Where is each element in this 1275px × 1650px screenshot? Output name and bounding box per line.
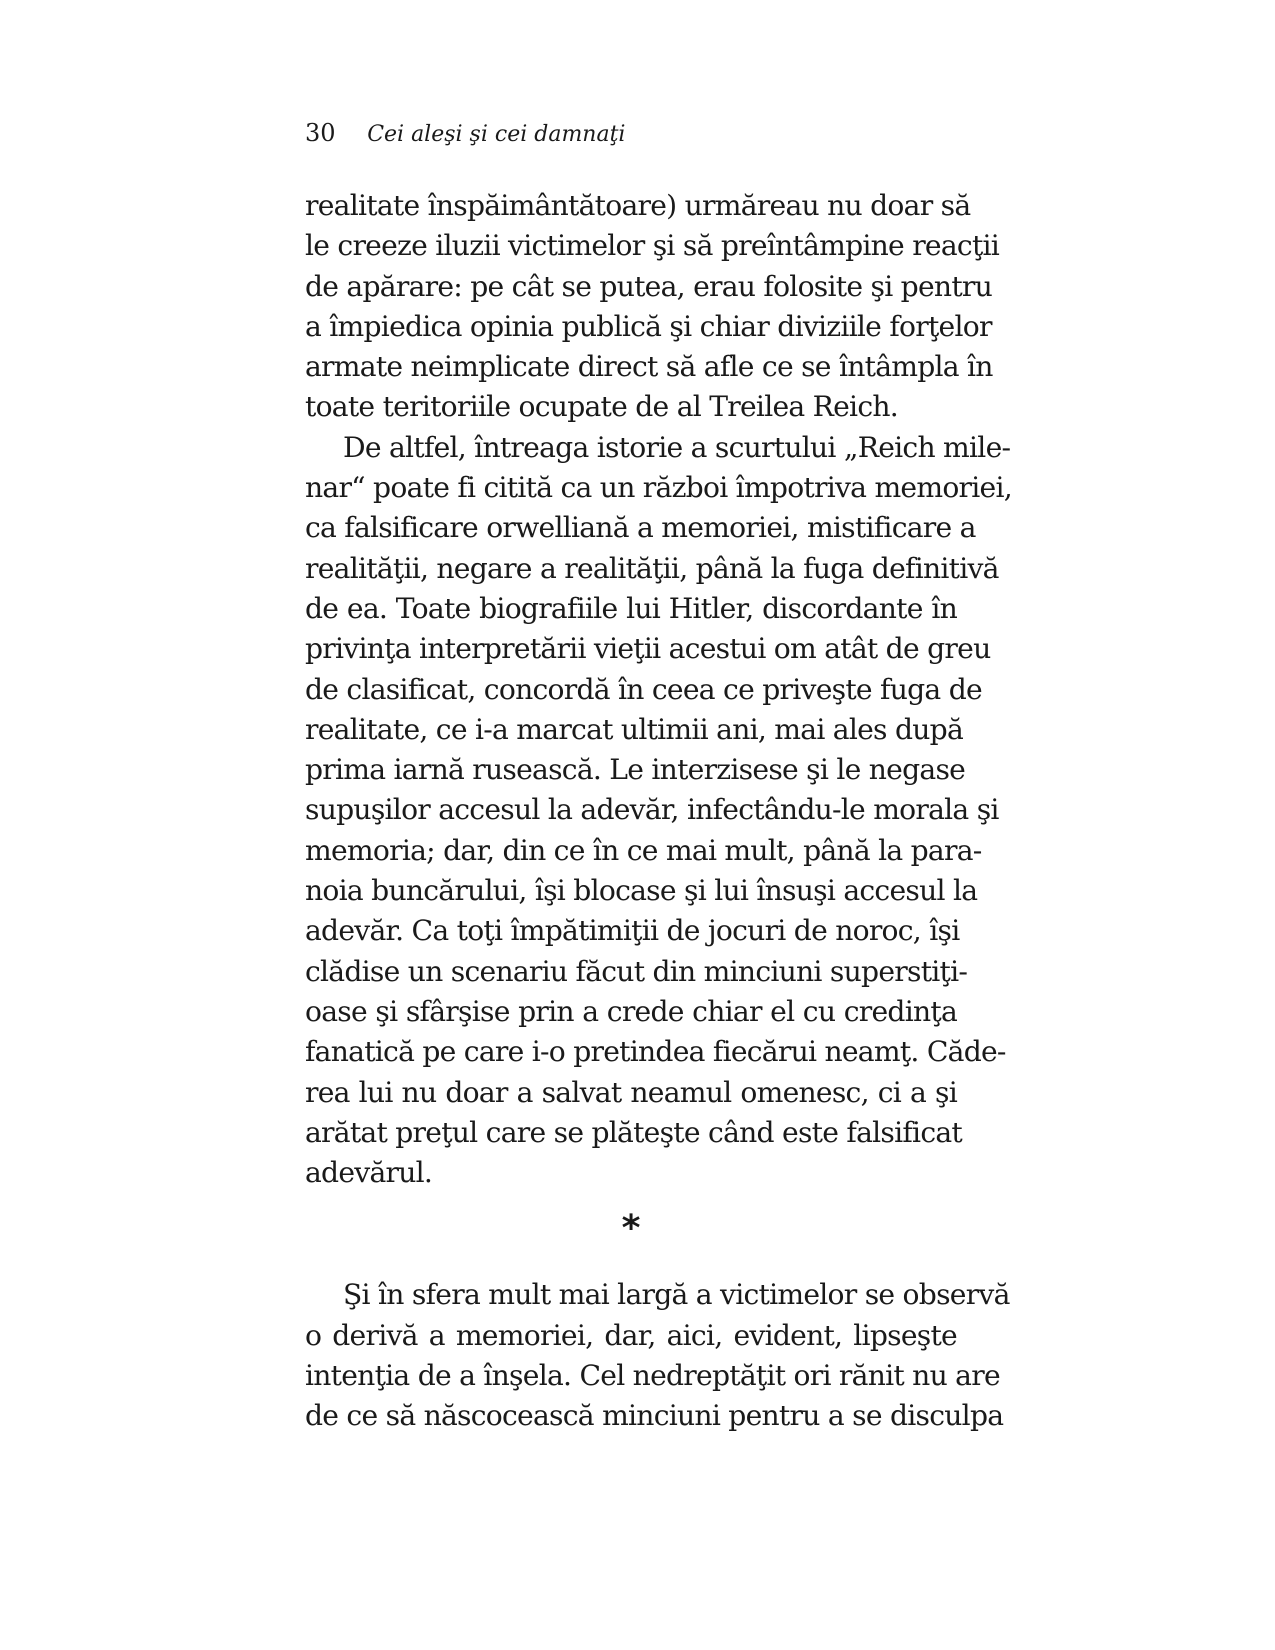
text-line: supuşilor accesul la adevăr, infectându-le morala şi bbox=[305, 793, 999, 827]
text-line: adevăr. Ca toţi împătimiţii de jocuri de noroc, îşi bbox=[305, 914, 960, 948]
text-line: realităţii, negare a realităţii, până la fuga definitivă bbox=[305, 551, 999, 585]
text-line: memoria; dar, din ce în ce mai mult, până la para- bbox=[305, 833, 982, 867]
text-line: De altfel, întreaga istorie a scurtului „Reich mile- bbox=[343, 430, 1011, 464]
text-line: adevărul. bbox=[305, 1156, 433, 1190]
paragraph-3 bbox=[305, 1275, 1010, 1436]
text-line: de ce să născocească minciuni pentru a se disculpa bbox=[305, 1399, 1004, 1433]
body-text bbox=[305, 186, 1012, 1437]
running-head bbox=[305, 118, 625, 150]
text-line: arătat preţul care se plăteşte când este falsificat bbox=[305, 1115, 962, 1149]
text-line: oase şi sfârşise prin a crede chiar el cu credinţa bbox=[305, 994, 957, 1028]
text-line: prima iarnă rusească. Le interzisese şi le negase bbox=[305, 753, 966, 787]
section-separator: * bbox=[621, 1208, 641, 1250]
text-line: de clasificat, concordă în ceea ce priveşte fuga de bbox=[305, 672, 982, 706]
text-line: ca falsificare orwelliană a memoriei, mistificare a bbox=[305, 511, 976, 545]
text-line: clădise un scenariu făcut din minciuni superstiţi- bbox=[305, 954, 968, 988]
paragraph-1 bbox=[305, 186, 1000, 428]
text-line: nar“ poate fi citită ca un război împotriva memoriei, bbox=[305, 471, 1012, 505]
text-line: Şi în sfera mult mai largă a victimelor se observă bbox=[343, 1278, 1010, 1312]
text-line: noia buncărului, îşi blocase şi lui însuşi accesul la bbox=[305, 874, 978, 908]
text-line: fanatică pe care i-o pretindea fiecărui neamţ. Căde- bbox=[305, 1035, 1006, 1069]
text-line: realitate înspăimântătoare) urmăreau nu doar să bbox=[305, 189, 971, 222]
text-line: le creeze iluzii victimelor şi să preîntâmpine reacţii bbox=[305, 229, 1000, 263]
page-number: 30 bbox=[305, 119, 336, 147]
paragraph-2 bbox=[305, 428, 1012, 1194]
text-line: privinţa interpretării vieţii acestui om atât de greu bbox=[305, 632, 991, 666]
text-line: intenţia de a înşela. Cel nedreptăţit ori rănit nu are bbox=[305, 1359, 1000, 1393]
text-line: a împiedica opinia publică şi chiar diviziile forţelor bbox=[305, 309, 992, 343]
text-line: rea lui nu doar a salvat neamul omenesc, ci a şi bbox=[305, 1075, 957, 1109]
text-line: toate teritoriile ocupate de al Treilea Reich. bbox=[305, 390, 898, 424]
book-title: Cei aleşi şi cei damnaţi bbox=[367, 122, 626, 147]
text-line: de ea. Toate biografiile lui Hitler, discordante în bbox=[305, 591, 957, 625]
text-line: o derivă a memoriei, dar, aici, evident, lipseşte bbox=[305, 1318, 957, 1352]
text-line: de apărare: pe cât se putea, erau folosite şi pentru bbox=[305, 269, 993, 303]
text-line: realitate, ce i-a marcat ultimii ani, mai ales după bbox=[305, 712, 964, 746]
text-line: armate neimplicate direct să afle ce se întâmpla în bbox=[305, 350, 993, 384]
